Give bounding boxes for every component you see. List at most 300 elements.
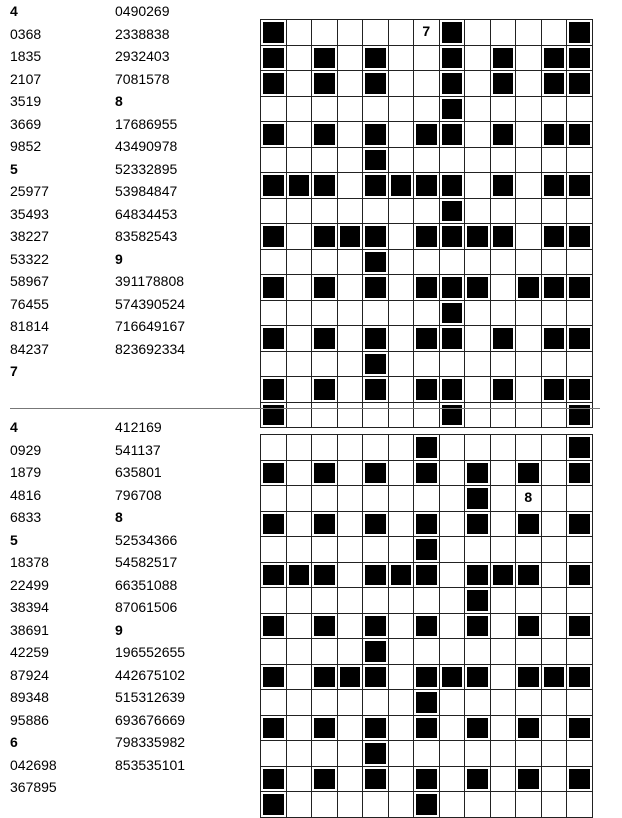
grid-cell[interactable] xyxy=(260,300,287,327)
grid-cell[interactable] xyxy=(286,689,313,716)
black-cell xyxy=(490,376,517,403)
black-cell xyxy=(439,376,466,403)
grid-cell[interactable] xyxy=(541,766,568,793)
word-entry: 1835 xyxy=(10,48,42,64)
grid-cell[interactable] xyxy=(515,587,542,614)
grid-cell[interactable] xyxy=(464,638,491,665)
grid-cell[interactable] xyxy=(490,434,517,461)
grid-cell[interactable] xyxy=(464,434,491,461)
grid-cell[interactable] xyxy=(362,791,389,818)
grid-cell[interactable] xyxy=(286,121,313,148)
length-heading: 9 xyxy=(115,250,123,267)
grid-cell[interactable] xyxy=(490,740,517,767)
grid-cell[interactable] xyxy=(490,147,517,174)
grid-cell[interactable] xyxy=(337,689,364,716)
grid-cell[interactable] xyxy=(413,351,440,378)
grid-cell[interactable] xyxy=(439,351,466,378)
grid-cell[interactable] xyxy=(337,434,364,461)
grid-cell[interactable] xyxy=(439,511,466,538)
grid-cell[interactable] xyxy=(490,715,517,742)
grid-cell[interactable] xyxy=(490,300,517,327)
grid-cell[interactable] xyxy=(388,664,415,691)
black-cell xyxy=(260,274,287,301)
grid-cell[interactable] xyxy=(260,351,287,378)
grid-cell[interactable] xyxy=(413,638,440,665)
grid-cell[interactable] xyxy=(311,689,338,716)
grid-cell[interactable] xyxy=(439,460,466,487)
word-entry: 2338838 xyxy=(115,25,170,42)
grid-cell[interactable] xyxy=(337,536,364,563)
word-entry: 716649167 xyxy=(115,318,186,334)
grid-cell[interactable] xyxy=(413,70,440,97)
grid-cell[interactable] xyxy=(566,300,593,327)
grid-cell[interactable] xyxy=(439,562,466,589)
grid-cell[interactable] xyxy=(388,715,415,742)
grid-cell[interactable] xyxy=(515,536,542,563)
black-cell xyxy=(413,689,440,716)
grid-cell[interactable] xyxy=(464,249,491,276)
grid-cell[interactable] xyxy=(541,740,568,767)
grid-cell[interactable] xyxy=(490,536,517,563)
grid-cell[interactable] xyxy=(541,689,568,716)
grid-cell[interactable] xyxy=(388,45,415,72)
grid-cell[interactable] xyxy=(286,249,313,276)
word-entry: 9852 xyxy=(10,138,42,154)
grid-cell[interactable] xyxy=(541,638,568,665)
grid-cell[interactable] xyxy=(362,485,389,512)
grid-cell[interactable] xyxy=(286,96,313,123)
word-entry: 6833 xyxy=(10,509,42,525)
grid-cell[interactable] xyxy=(260,740,287,767)
grid-cell[interactable] xyxy=(439,536,466,563)
grid-cell[interactable] xyxy=(286,740,313,767)
grid-cell[interactable] xyxy=(311,147,338,174)
black-cell xyxy=(311,766,338,793)
grid-cell[interactable] xyxy=(566,791,593,818)
grid-cell[interactable] xyxy=(337,351,364,378)
grid-cell[interactable] xyxy=(439,689,466,716)
grid-cell[interactable] xyxy=(337,300,364,327)
grid-cell[interactable] xyxy=(311,587,338,614)
grid-cell[interactable] xyxy=(286,791,313,818)
grid-cell[interactable] xyxy=(388,613,415,640)
word-entry: 83582543 xyxy=(115,228,178,244)
grid-cell[interactable] xyxy=(439,249,466,276)
grid-cell[interactable] xyxy=(286,45,313,72)
black-cell xyxy=(311,274,338,301)
black-cell xyxy=(515,460,542,487)
grid-cell[interactable] xyxy=(413,45,440,72)
grid-cell[interactable] xyxy=(490,198,517,225)
black-cell xyxy=(566,766,593,793)
grid-cell[interactable] xyxy=(388,587,415,614)
grid-cell[interactable] xyxy=(490,96,517,123)
grid-cell[interactable] xyxy=(490,689,517,716)
word-list-right xyxy=(115,0,225,360)
word-entry: 4816 xyxy=(10,486,42,503)
grid-cell[interactable] xyxy=(439,485,466,512)
grid-cell[interactable] xyxy=(515,689,542,716)
grid-cell[interactable] xyxy=(541,536,568,563)
grid-cell[interactable] xyxy=(337,96,364,123)
grid-cell[interactable] xyxy=(362,689,389,716)
grid-cell[interactable] xyxy=(337,587,364,614)
grid-cell[interactable] xyxy=(260,638,287,665)
grid-cell[interactable] xyxy=(388,325,415,352)
grid-cell[interactable] xyxy=(286,325,313,352)
grid-cell[interactable] xyxy=(464,172,491,199)
grid-cell[interactable] xyxy=(311,351,338,378)
black-cell xyxy=(311,664,338,691)
grid-cell[interactable] xyxy=(515,791,542,818)
grid-cell[interactable] xyxy=(311,791,338,818)
grid-cell[interactable] xyxy=(439,766,466,793)
grid-cell[interactable] xyxy=(388,434,415,461)
black-cell xyxy=(566,434,593,461)
grid-cell[interactable] xyxy=(490,351,517,378)
grid-cell[interactable] xyxy=(286,351,313,378)
black-cell xyxy=(515,562,542,589)
grid-cell[interactable] xyxy=(388,791,415,818)
grid-cell[interactable] xyxy=(413,19,440,46)
grid-cell[interactable] xyxy=(464,70,491,97)
grid-cell[interactable] xyxy=(388,300,415,327)
puzzle-2 xyxy=(0,416,622,812)
grid-cell[interactable] xyxy=(286,434,313,461)
grid-cell[interactable] xyxy=(362,587,389,614)
grid-cell[interactable] xyxy=(337,147,364,174)
grid-cell[interactable] xyxy=(311,249,338,276)
black-cell xyxy=(362,664,389,691)
grid-cell[interactable] xyxy=(490,638,517,665)
grid-cell[interactable] xyxy=(337,791,364,818)
grid-cell[interactable] xyxy=(566,198,593,225)
length-heading: 9 xyxy=(115,621,123,638)
black-cell xyxy=(260,70,287,97)
grid-cell[interactable] xyxy=(464,96,491,123)
grid-cell[interactable] xyxy=(311,536,338,563)
grid-cell[interactable] xyxy=(388,274,415,301)
grid-cell[interactable] xyxy=(566,485,593,512)
grid-cell[interactable] xyxy=(566,249,593,276)
grid-cell[interactable] xyxy=(464,740,491,767)
grid-cell[interactable] xyxy=(337,121,364,148)
length-heading: 4 xyxy=(10,3,18,19)
grid-cell[interactable] xyxy=(337,249,364,276)
grid-cell[interactable] xyxy=(311,198,338,225)
grid-cell[interactable] xyxy=(464,147,491,174)
grid-cell[interactable] xyxy=(286,536,313,563)
grid-cell[interactable] xyxy=(413,300,440,327)
grid-cell[interactable] xyxy=(337,325,364,352)
black-cell xyxy=(311,460,338,487)
grid-cell[interactable] xyxy=(260,485,287,512)
black-cell xyxy=(260,460,287,487)
grid-cell[interactable] xyxy=(515,96,542,123)
grid-cell[interactable] xyxy=(515,376,542,403)
grid-cell[interactable] xyxy=(439,638,466,665)
grid-cell[interactable] xyxy=(541,300,568,327)
grid-cell[interactable] xyxy=(388,536,415,563)
grid-cell[interactable] xyxy=(286,664,313,691)
grid-cell[interactable] xyxy=(388,766,415,793)
grid-cell[interactable] xyxy=(464,536,491,563)
grid-cell[interactable] xyxy=(337,274,364,301)
grid-cell[interactable] xyxy=(541,587,568,614)
grid-cell[interactable] xyxy=(464,198,491,225)
grid-cell[interactable] xyxy=(541,147,568,174)
grid-cell[interactable] xyxy=(337,511,364,538)
black-cell xyxy=(566,460,593,487)
grid-cell[interactable] xyxy=(337,766,364,793)
grid-cell[interactable] xyxy=(490,274,517,301)
grid-cell[interactable] xyxy=(260,689,287,716)
grid-cell[interactable] xyxy=(286,147,313,174)
grid-cell[interactable] xyxy=(464,376,491,403)
grid-cell[interactable] xyxy=(464,121,491,148)
grid-cell[interactable] xyxy=(260,249,287,276)
grid-cell[interactable] xyxy=(362,434,389,461)
grid-cell[interactable] xyxy=(388,460,415,487)
grid-cell[interactable] xyxy=(337,45,364,72)
grid-cell[interactable] xyxy=(515,325,542,352)
grid-cell[interactable] xyxy=(362,96,389,123)
black-cell xyxy=(439,325,466,352)
grid-cell[interactable] xyxy=(490,587,517,614)
grid-cell[interactable] xyxy=(541,96,568,123)
grid-cell[interactable] xyxy=(490,249,517,276)
grid-cell[interactable] xyxy=(515,740,542,767)
grid-cell[interactable] xyxy=(566,147,593,174)
grid-cell[interactable] xyxy=(362,536,389,563)
grid-cell[interactable] xyxy=(311,740,338,767)
grid-cell[interactable] xyxy=(541,485,568,512)
grid-cell[interactable] xyxy=(439,587,466,614)
grid-cell[interactable] xyxy=(541,511,568,538)
grid-cell[interactable] xyxy=(464,325,491,352)
grid-cell[interactable] xyxy=(286,766,313,793)
grid-cell[interactable] xyxy=(515,172,542,199)
grid-cell[interactable] xyxy=(464,19,491,46)
grid-cell[interactable] xyxy=(388,198,415,225)
grid-cell[interactable] xyxy=(566,587,593,614)
grid-cell[interactable] xyxy=(566,536,593,563)
grid-cell[interactable] xyxy=(388,351,415,378)
grid-cell[interactable] xyxy=(566,638,593,665)
grid-cell[interactable] xyxy=(286,613,313,640)
grid-cell[interactable] xyxy=(337,460,364,487)
grid-cell[interactable] xyxy=(388,121,415,148)
grid-cell[interactable] xyxy=(439,740,466,767)
black-cell xyxy=(515,664,542,691)
black-cell xyxy=(362,740,389,767)
grid-cell[interactable] xyxy=(260,587,287,614)
grid-cell[interactable] xyxy=(286,485,313,512)
grid-cell[interactable] xyxy=(515,300,542,327)
grid-cell[interactable] xyxy=(311,638,338,665)
grid-cell[interactable] xyxy=(439,434,466,461)
grid-cell[interactable] xyxy=(388,147,415,174)
grid-cell[interactable] xyxy=(286,587,313,614)
grid-cell[interactable] xyxy=(541,351,568,378)
grid-cell[interactable] xyxy=(566,351,593,378)
grid-cell[interactable] xyxy=(566,96,593,123)
grid-cell[interactable] xyxy=(464,45,491,72)
grid-cell[interactable] xyxy=(490,19,517,46)
black-cell xyxy=(464,766,491,793)
black-cell xyxy=(311,70,338,97)
grid-cell[interactable] xyxy=(515,198,542,225)
grid-cell[interactable] xyxy=(413,147,440,174)
grid-cell[interactable] xyxy=(311,300,338,327)
grid-cell[interactable] xyxy=(388,376,415,403)
black-cell xyxy=(260,223,287,250)
grid-cell[interactable] xyxy=(439,613,466,640)
grid-cell[interactable] xyxy=(337,638,364,665)
grid-cell[interactable] xyxy=(286,198,313,225)
grid-cell[interactable] xyxy=(260,536,287,563)
grid-cell[interactable] xyxy=(337,172,364,199)
grid-cell[interactable] xyxy=(413,249,440,276)
black-cell xyxy=(490,223,517,250)
black-cell xyxy=(311,376,338,403)
grid-cell[interactable] xyxy=(260,198,287,225)
grid-cell[interactable] xyxy=(337,19,364,46)
grid-cell[interactable] xyxy=(311,485,338,512)
black-cell xyxy=(413,536,440,563)
grid-cell[interactable] xyxy=(413,198,440,225)
grid-cell[interactable] xyxy=(515,485,542,512)
grid-cell[interactable] xyxy=(388,638,415,665)
grid-cell[interactable] xyxy=(464,689,491,716)
black-cell xyxy=(490,45,517,72)
grid-cell[interactable] xyxy=(515,249,542,276)
grid-cell[interactable] xyxy=(413,587,440,614)
grid-cell[interactable] xyxy=(286,460,313,487)
grid-cell[interactable] xyxy=(286,511,313,538)
grid-cell[interactable] xyxy=(337,70,364,97)
grid-cell[interactable] xyxy=(464,300,491,327)
grid-cell[interactable] xyxy=(362,300,389,327)
grid-cell[interactable] xyxy=(541,715,568,742)
grid-cell[interactable] xyxy=(311,434,338,461)
word-entry: 18378 xyxy=(10,554,49,570)
grid-cell[interactable] xyxy=(286,274,313,301)
grid-cell[interactable] xyxy=(515,121,542,148)
black-cell xyxy=(286,172,313,199)
grid-cell[interactable] xyxy=(490,511,517,538)
grid-cell[interactable] xyxy=(260,147,287,174)
black-cell xyxy=(260,613,287,640)
word-entry: 412169 xyxy=(115,419,162,435)
grid-cell[interactable] xyxy=(464,351,491,378)
grid-cell[interactable] xyxy=(286,19,313,46)
grid-cell[interactable] xyxy=(388,689,415,716)
black-cell xyxy=(362,172,389,199)
grid-cell[interactable] xyxy=(388,485,415,512)
grid-cell[interactable] xyxy=(286,376,313,403)
grid-cell[interactable] xyxy=(337,376,364,403)
grid-cell[interactable] xyxy=(439,147,466,174)
grid-cell[interactable] xyxy=(337,562,364,589)
grid-cell[interactable] xyxy=(541,434,568,461)
grid-cell[interactable] xyxy=(260,434,287,461)
grid-cell[interactable] xyxy=(541,613,568,640)
grid-cell[interactable] xyxy=(541,19,568,46)
grid-cell[interactable] xyxy=(388,70,415,97)
grid-cell[interactable] xyxy=(260,96,287,123)
grid-cell[interactable] xyxy=(388,96,415,123)
grid-cell[interactable] xyxy=(286,715,313,742)
grid-cell[interactable] xyxy=(413,96,440,123)
grid-cell[interactable] xyxy=(388,740,415,767)
grid-cell[interactable] xyxy=(337,740,364,767)
grid-cell[interactable] xyxy=(490,664,517,691)
grid-cell[interactable] xyxy=(515,45,542,72)
grid-cell[interactable] xyxy=(388,511,415,538)
grid-cell[interactable] xyxy=(490,460,517,487)
grid-cell[interactable] xyxy=(490,791,517,818)
grid-cell[interactable] xyxy=(388,223,415,250)
grid-cell[interactable] xyxy=(337,715,364,742)
grid-cell[interactable] xyxy=(311,19,338,46)
word-list-left xyxy=(10,416,120,799)
grid-cell[interactable] xyxy=(566,740,593,767)
grid-cell[interactable] xyxy=(388,19,415,46)
grid-cell[interactable] xyxy=(362,198,389,225)
grid-cell[interactable] xyxy=(286,223,313,250)
grid-cell[interactable] xyxy=(362,19,389,46)
black-cell xyxy=(362,249,389,276)
grid-cell[interactable] xyxy=(515,434,542,461)
grid-cell[interactable] xyxy=(413,485,440,512)
grid-cell[interactable] xyxy=(541,791,568,818)
black-cell xyxy=(541,376,568,403)
word-entry: 58967 xyxy=(10,273,49,289)
grid-cell[interactable] xyxy=(490,613,517,640)
grid-cell[interactable] xyxy=(515,223,542,250)
grid-cell[interactable] xyxy=(566,689,593,716)
black-cell xyxy=(413,376,440,403)
black-cell xyxy=(362,325,389,352)
grid-cell[interactable] xyxy=(286,638,313,665)
grid-cell[interactable] xyxy=(541,562,568,589)
grid-cell[interactable] xyxy=(515,70,542,97)
grid-cell[interactable] xyxy=(515,638,542,665)
grid-cell[interactable] xyxy=(541,249,568,276)
grid-cell[interactable] xyxy=(311,96,338,123)
grid-cell[interactable] xyxy=(490,766,517,793)
grid-cell[interactable] xyxy=(337,613,364,640)
black-cell xyxy=(464,485,491,512)
grid-cell[interactable] xyxy=(439,715,466,742)
grid-cell[interactable] xyxy=(515,351,542,378)
grid-cell[interactable] xyxy=(439,791,466,818)
grid-cell[interactable] xyxy=(490,485,517,512)
grid-cell[interactable] xyxy=(464,791,491,818)
black-cell xyxy=(260,19,287,46)
grid-cell[interactable] xyxy=(286,70,313,97)
grid-cell[interactable] xyxy=(515,147,542,174)
grid-cell[interactable] xyxy=(541,198,568,225)
grid-cell[interactable] xyxy=(541,460,568,487)
grid-cell[interactable] xyxy=(388,249,415,276)
grid-cell[interactable] xyxy=(337,198,364,225)
grid-cell[interactable] xyxy=(286,300,313,327)
grid-cell[interactable] xyxy=(515,19,542,46)
grid-cell[interactable] xyxy=(413,740,440,767)
grid-cell[interactable] xyxy=(337,485,364,512)
